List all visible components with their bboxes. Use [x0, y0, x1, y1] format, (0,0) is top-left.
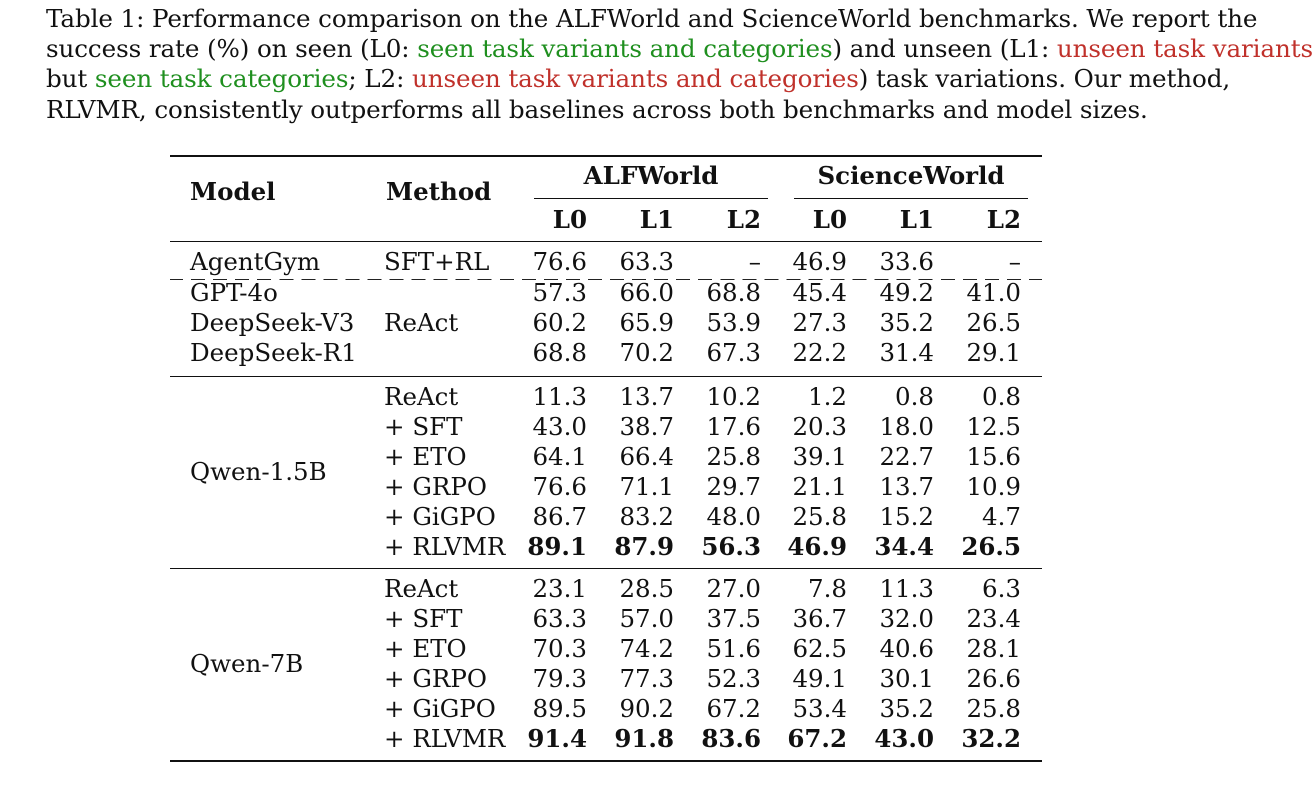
caption-text: ) task variations. Our method,: [858, 64, 1231, 94]
group-model-label: Qwen-7B: [190, 649, 304, 678]
header-level-l0-alfworld: L0: [552, 205, 587, 234]
row-value: 25.8: [966, 694, 1021, 723]
caption-line-1: Table 1: Performance comparison on the ALFWorld and ScienceWorld benchmarks. We report the: [46, 4, 1258, 33]
row-value: 0.8: [895, 382, 934, 411]
table-caption: [46, 4, 1313, 125]
row-method: + SFT: [384, 412, 463, 441]
row-value: 7.8: [808, 574, 847, 603]
row-value: 46.9: [792, 247, 847, 276]
row-value: 26.5: [961, 532, 1021, 561]
row-value: 43.0: [532, 412, 587, 441]
row-value: 66.0: [619, 278, 674, 307]
row-value: 89.5: [532, 694, 587, 723]
caption-text: ) and unseen (L1:: [832, 34, 1057, 64]
row-value: 37.5: [706, 604, 761, 633]
row-value: 29.1: [966, 338, 1021, 367]
row-value: 17.6: [706, 412, 761, 441]
row-value: 86.7: [532, 502, 587, 531]
row-value: 31.4: [879, 338, 934, 367]
group-method-label: ReAct: [384, 308, 459, 337]
row-value: 6.3: [982, 574, 1021, 603]
row-value: 26.6: [966, 664, 1021, 693]
row-value: 49.1: [792, 664, 847, 693]
row-value: 56.3: [701, 532, 761, 561]
alfworld-cmidrule: [534, 198, 768, 199]
row-value: 51.6: [706, 634, 761, 663]
row-value: –: [748, 247, 761, 276]
row-method: + RLVMR: [384, 724, 506, 753]
caption-seen-highlight: seen task variants and categories: [417, 34, 833, 64]
row-value: 87.9: [614, 532, 674, 561]
row-value: –: [1008, 247, 1021, 276]
row-method: ReAct: [384, 574, 459, 603]
row-value: 48.0: [706, 502, 761, 531]
row-value: 67.2: [787, 724, 847, 753]
header-model: Model: [190, 177, 276, 206]
row-value: 76.6: [532, 247, 587, 276]
row-value: 36.7: [792, 604, 847, 633]
row-value: 13.7: [879, 472, 934, 501]
caption-text: success rate (%) on seen (L0:: [46, 34, 418, 64]
row-value: 79.3: [532, 664, 587, 693]
row-value: 64.1: [532, 442, 587, 471]
row-value: 70.2: [619, 338, 674, 367]
row-value: 34.4: [874, 532, 934, 561]
top-rule: [170, 155, 1042, 157]
row-model: DeepSeek-V3: [190, 308, 355, 337]
row-value: 52.3: [706, 664, 761, 693]
row-value: 67.3: [706, 338, 761, 367]
row-value: 67.2: [706, 694, 761, 723]
row-value: 41.0: [966, 278, 1021, 307]
row-model: AgentGym: [190, 247, 321, 276]
header-level-l1-alfworld: L1: [639, 205, 674, 234]
row-value: 68.8: [532, 338, 587, 367]
row-value: 25.8: [706, 442, 761, 471]
row-method: SFT+RL: [384, 247, 490, 276]
row-value: 38.7: [619, 412, 674, 441]
header-method: Method: [386, 177, 492, 206]
row-value: 76.6: [532, 472, 587, 501]
row-value: 66.4: [619, 442, 674, 471]
row-value: 74.2: [619, 634, 674, 663]
row-value: 20.3: [792, 412, 847, 441]
row-value: 1.2: [808, 382, 847, 411]
row-value: 57.3: [532, 278, 587, 307]
group-rule-1: [170, 376, 1042, 377]
row-value: 77.3: [619, 664, 674, 693]
caption-line-4: RLVMR, consistently outperforms all baselines across both benchmarks and model sizes.: [46, 94, 1148, 124]
row-value: 13.7: [619, 382, 674, 411]
row-value: 71.1: [619, 472, 674, 501]
row-method: + SFT: [384, 604, 463, 633]
row-value: 63.3: [532, 604, 587, 633]
results-table: [170, 155, 1042, 765]
group-model-label: Qwen-1.5B: [190, 457, 327, 486]
row-value: 21.1: [792, 472, 847, 501]
row-value: 39.1: [792, 442, 847, 471]
row-value: 32.2: [961, 724, 1021, 753]
row-value: 25.8: [792, 502, 847, 531]
row-value: 57.0: [619, 604, 674, 633]
caption-unseen-categories-highlight: unseen task variants and categories: [411, 64, 859, 94]
row-method: + GiGPO: [384, 694, 496, 723]
row-value: 49.2: [879, 278, 934, 307]
row-value: 68.8: [706, 278, 761, 307]
row-value: 62.5: [792, 634, 847, 663]
row-value: 28.5: [619, 574, 674, 603]
row-method: + GRPO: [384, 472, 487, 501]
row-method: ReAct: [384, 382, 459, 411]
row-value: 32.0: [879, 604, 934, 633]
row-value: 89.1: [527, 532, 587, 561]
header-level-l0-scienceworld: L0: [812, 205, 847, 234]
caption-line-3: [46, 64, 1231, 94]
row-value: 10.2: [706, 382, 761, 411]
row-value: 30.1: [879, 664, 934, 693]
row-value: 83.2: [619, 502, 674, 531]
header-level-l1-scienceworld: L1: [899, 205, 934, 234]
caption-seen-categories-highlight: seen task categories: [94, 64, 349, 94]
row-value: 91.8: [614, 724, 674, 753]
row-value: 11.3: [532, 382, 587, 411]
row-method: + ETO: [384, 442, 467, 471]
row-model: DeepSeek-R1: [190, 338, 357, 367]
row-value: 27.0: [706, 574, 761, 603]
row-value: 11.3: [879, 574, 934, 603]
header-alfworld: ALFWorld: [583, 161, 719, 190]
row-value: 35.2: [879, 694, 934, 723]
header-level-l2-alfworld: L2: [726, 205, 761, 234]
row-value: 15.2: [879, 502, 934, 531]
row-value: 18.0: [879, 412, 934, 441]
row-value: 22.2: [792, 338, 847, 367]
caption-unseen-highlight: unseen task variants: [1056, 34, 1313, 64]
row-value: 0.8: [982, 382, 1021, 411]
row-value: 91.4: [527, 724, 587, 753]
row-value: 28.1: [966, 634, 1021, 663]
row-value: 35.2: [879, 308, 934, 337]
row-value: 65.9: [619, 308, 674, 337]
row-value: 10.9: [966, 472, 1021, 501]
row-method: + GRPO: [384, 664, 487, 693]
row-value: 33.6: [879, 247, 934, 276]
row-method: + GiGPO: [384, 502, 496, 531]
row-value: 22.7: [879, 442, 934, 471]
row-value: 53.9: [706, 308, 761, 337]
row-value: 53.4: [792, 694, 847, 723]
row-method: + RLVMR: [384, 532, 506, 561]
row-value: 23.4: [966, 604, 1021, 633]
caption-text: ; L2:: [348, 64, 412, 94]
row-value: 15.6: [966, 442, 1021, 471]
row-value: 90.2: [619, 694, 674, 723]
row-value: 83.6: [701, 724, 761, 753]
header-scienceworld: ScienceWorld: [817, 161, 1005, 190]
row-value: 60.2: [532, 308, 587, 337]
row-value: 12.5: [966, 412, 1021, 441]
row-value: 46.9: [787, 532, 847, 561]
row-value: 26.5: [966, 308, 1021, 337]
row-model: GPT-4o: [190, 278, 278, 307]
header-level-l2-scienceworld: L2: [986, 205, 1021, 234]
bottom-rule: [170, 760, 1042, 762]
row-value: 4.7: [982, 502, 1021, 531]
row-value: 23.1: [532, 574, 587, 603]
row-value: 63.3: [619, 247, 674, 276]
row-value: 29.7: [706, 472, 761, 501]
group-rule-2: [170, 568, 1042, 569]
row-value: 70.3: [532, 634, 587, 663]
row-value: 40.6: [879, 634, 934, 663]
row-value: 27.3: [792, 308, 847, 337]
row-method: + ETO: [384, 634, 467, 663]
caption-line-2: [46, 34, 1313, 64]
scienceworld-cmidrule: [794, 198, 1028, 199]
header-rule: [170, 241, 1042, 242]
row-value: 45.4: [792, 278, 847, 307]
row-value: 43.0: [874, 724, 934, 753]
caption-text: but: [46, 64, 95, 94]
